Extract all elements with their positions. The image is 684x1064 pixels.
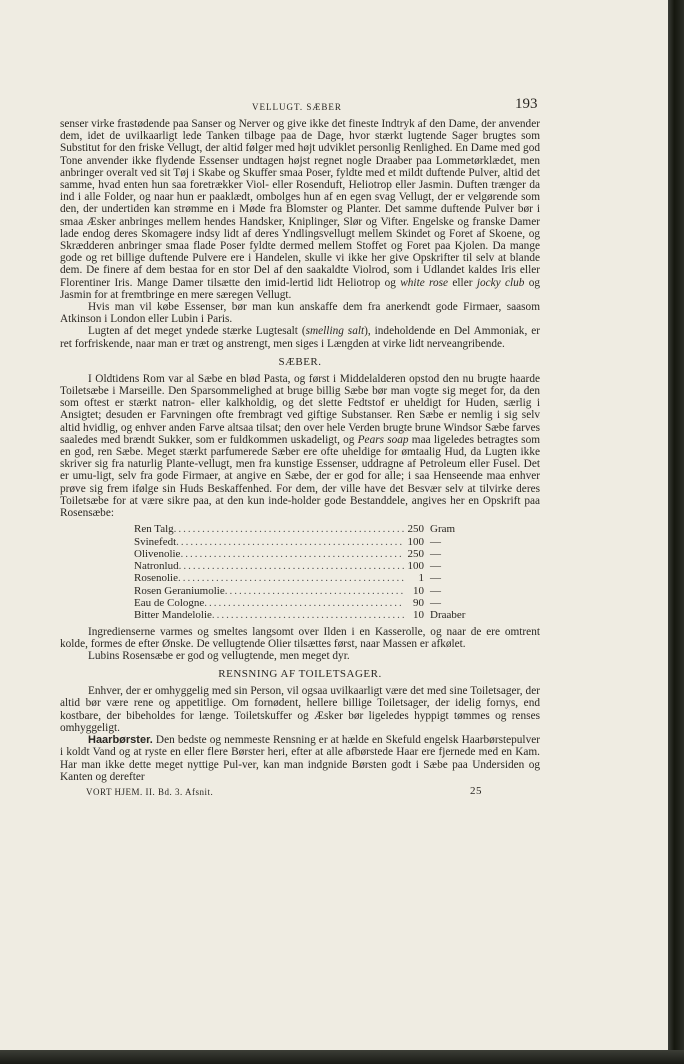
recipe-row: Svinefedt ..... 100 — [134,536,474,548]
recipe-row: Bitter Mandelolie ..... 10 Draaber [134,609,474,621]
paragraph-toiletsager: Enhver, der er omhyggelig med sin Person, vil ogsaa uvilkaarligt være det med sine Toiletsager, der altid bør være rene og appetitlige. Om fornødent, hellere billige Toiletsager, der idelig fornys, end kostbare, der bibeholdes for længe. Toiletskuffer og Æsker bør ligeledes hyppigt tømmes og renses omhyggeligt. [60,685,540,734]
recipe-row: Rosen Geraniumolie ..... 10 — [134,585,474,597]
book-bottom-edge [0,1050,684,1064]
paragraph-lubin: Lubins Rosensæbe er god og vellugtende, men meget dyr. [88,650,350,663]
recipe-row: Olivenolie ..... 250 — [134,548,474,560]
paragraph-essences: Hvis man vil købe Essenser, bør man kun anskaffe dem fra anerkendt gode Firmaer, saasom Atkinson i London eller Lubin i Paris. [60,301,540,326]
paragraph-soap: I Oldtidens Rom var al Sæbe en blød Pasta, og først i Middelalderen opstod den nu brugte haarde Toiletsæbe i Marseille. Den Sparsommelighed at bruge billig Sæbe bør man vogte sig meget for, da den som oftest er stærkt natron- eller kalkholdig, og det slette Fedtstof er uheldigt for Huden, særlig i Ansigtet; desuden er Farvningen ofte frembragt ved giftige Substanser. Ren Sæbe er nemlig i sig selv altid hvidlig, og enhver anden Farve altsaa tilsat; den over hele Verden brugte brune Windsor Sæbe farves saaledes med brændt Sukker, som er fuldkommen uskadeligt, og Pears soap maa ligeledes betragtes som en god, ren Sæbe. Meget stærkt parfumerede Sæber ere ofte uheldige for ømtaalig Hud, da Lugten ikke skriver sig fra naturlig Plante-vellugt, men fra kunstige Essenser, uddragne af Petroleum eller Fusel. Det er umu-ligt, selv fra gode Firmaer, at angive en Sæbe, der er god for alle; i saa Henseende maa enhver prøve sig frem ifølge sin Huds Beskaffenhed. For dem, der ville have det Besvær selv at tilvirke deres Toiletsæbe for at være sikre paa, at den kun inde-holder gode Bestanddele, angives her en Opskrift paa Rosensæbe: [60,372,541,520]
recipe-row: Natronlud ..... 100 — [134,560,474,572]
paragraph-ingredients: Ingredienserne varmes og smeltes langsomt over Ilden i en Kasserolle, og naar de ere omtrent kolde, formes de efter Ønske. De vellugtende Olier tilsættes først, naar Massen er afkølet. [60,625,540,650]
recipe-list [134,523,474,621]
recipe-row: Eau de Cologne ..... 90 — [134,597,474,609]
section-heading-saeber: SÆBER. [278,355,322,368]
sheet-number: 25 [470,784,482,797]
running-title: VELLUGT. SÆBER [252,102,342,112]
running-header [60,96,540,118]
section-heading-rensning: RENSNING AF TOILETSAGER. [218,668,382,681]
run-in-heading: Haarbørster. [88,734,153,747]
paragraph-smelling-salt: Lugten af det meget yndede stærke Lugtesalt (smelling salt), indeholdende en Del Ammoniak, er ret forfriskende, naar man er træt og anstrengt, men siges i Længden at virke lidt nerveangribende. [60,325,540,350]
recipe-row: Rosenolie ..... 1 — [134,572,474,584]
paragraph-haarborster: Haarbørster. Den bedste og nemmeste Rensning er at hælde en Skefuld engelsk Haarbørstepulver i koldt Vand og at ryste en eller flere Børster heri, efter at alle afbørstede Haar ere fjernede med en Kam. Har man ikke dette meget nyttige Pul-ver, kan man indgnide Børsten godt i Sæbe paa Undersiden og Kanten og derefter [60,734,540,783]
page-number: 193 [515,96,538,112]
page-content [60,96,540,799]
recipe-row: Ren Talg ..... 250 Gram [134,523,474,535]
page-footer [60,785,540,799]
book-spine [668,0,684,1064]
footer-signature: VORT HJEM. II. Bd. 3. Afsnit. [86,786,214,797]
paragraph-fragrance: senser virke frastødende paa Sanser og Nerver og give ikke det fineste Indtryk af den Dame, der anvender dem, idet de uvilkaarligt lede Tanken tilbage paa de Dage, hvor stærkt lugtende Sager brugtes som Substitut for den friske Vellugt, der altid følger med højt udviklet personlig Renlighed. En Dame med god Tone anvender ikke flydende Essenser undtagen højst regnet nogle Draaber paa Lommetørklædet, men anbringer overalt ved sit Tøj i Skabe og Skuffer smaa Poser, fyldte med et mildt duftende Pulver, altid det samme, hvad enten hun saa foretrækker Viol- eller Rosenduft, Heliotrop eller Jasmin. Duften trænger da ind i alle Folder, og naar hun er paaklædt, ombolges hun af en egen svag Vellugt, der er velgørende som den, der undertiden kan strømme en i Møde fra Blomster og Planter. Det samme duftende Pulver bør i smaa Æsker anbringes mellem hendes Handsker, Kniplinger, Slør og Vifter. Engelske og franske Damer lade endog deres Skomagere indsy lidt af deres Yndlingsvellugt mellem Skindet og Foret af Skoene, og Skrædderen anbringer smaa flade Poser fyldte dermed mellem Stoffet og Foret paa Kjolen. Da mange gode og ret billige duftende Pulvere ere i Handelen, skulle vi ikke her give Opskrifter til selv at blande dem. De finere af dem bestaa for en stor Del af den saakaldte Violrod, som i Udlandet kaldes Iris eller Florentiner Iris. Mange Damer tilsætte den imid-lertid lidt Heliotrop og white rose eller jocky club og Jasmin for at fremtbringe en mere særegen Vellugt. [60,118,541,301]
